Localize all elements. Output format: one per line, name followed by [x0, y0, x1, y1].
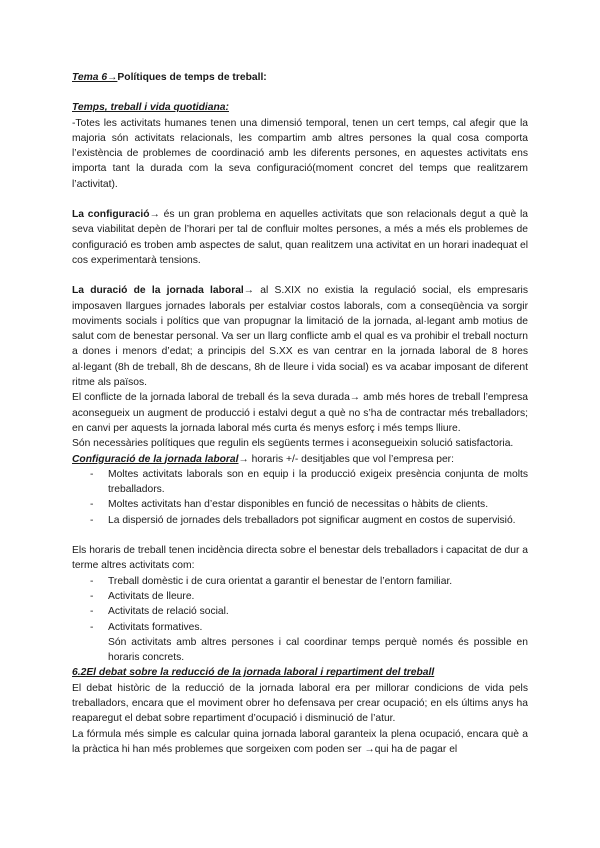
paragraph-politiques: Són necessàries polítiques que regulin els següents termes i aconsegueixin solució satisfactoria. — [72, 438, 514, 450]
text-durada: al S.XIX no existia la regulació social, els empresaris imposaven llargues jornades laborals per estalviar costos laborals, com a conseqüència va sorgir moviments socials i polítics que van propugnar la limitació de la jornada, al·legant amb motius de salut com de benestar personal. Va ser un llarg conflicte amb el qual es va prohibir el treball nocturn a dones i menors d’edat; a principis del S.XX es van centrar en la jornada laboral de 8 hores al·legant (8h de treball, 8h de descans, 8h de lleure i vida social) es va acabar imposant de diferent ritme als països. — [72, 285, 528, 389]
section-heading-temps: Temps, treball i vida quotidiana: — [72, 102, 229, 114]
list-item: - Activitats formatives. — [72, 620, 528, 635]
title-text: Polítiques de temps de treball: — [117, 72, 267, 83]
term-configuracio-jornada: Configuració de la jornada laboral — [72, 453, 239, 465]
paragraph-temps: -Totes les activitats humanes tenen una dimensió temporal, tenen un cert temps, cal afegir que la majoria són activitats relacionals, les compartim amb altres persones la qual cosa comporta l’existència de problemes de coordinació amb les diferents persones, en aquestes activitats ens importa tant la durada com la seva configuració(moment concret del temps que realitzarem l’activitat). — [72, 117, 528, 190]
paragraph-configuracio — [72, 207, 528, 268]
term-configuracio: La configuració→ — [72, 209, 160, 221]
list-item: - La dispersió de jornades dels treballadors pot significar augment en costos de supervisió. — [72, 513, 528, 528]
list-configuracio-jornada — [72, 467, 528, 528]
list-item: - Moltes activitats laborals son en equip i la producció exigeix presència conjunta de molts treballadors. — [72, 467, 528, 498]
paragraph-horaris: Els horaris de treball tenen incidència directa sobre el benestar dels treballadors i capacitat de dur a terme altres activitats com: — [72, 545, 528, 572]
title-number: Tema 6→ — [72, 72, 118, 83]
text-configuracio-jornada: → horaris +/- desitjables que vol l’empresa per: — [238, 453, 454, 465]
paragraph-horaris-note: Són activitats amb altres persones i cal coordinar temps perquè només és possible en horaris concrets. — [108, 636, 528, 664]
list-item: - Treball domèstic i de cura orientat a garantir el benestar de l’entorn familiar. — [72, 574, 528, 589]
paragraph-durada — [72, 283, 528, 390]
document-title — [72, 70, 528, 85]
list-item: - Activitats de lleure. — [72, 589, 528, 604]
list-item: - Activitats de relació social. — [72, 604, 528, 619]
section-heading-6-2: 6.2El debat sobre la reducció de la jornada laboral i repartiment del treball — [72, 667, 435, 679]
text-configuracio: és un gran problema en aquelles activitats que son relacionals degut a què la seva viabilitat depèn de l’horari per tal de confluir moltes persones, a més a més els problemes de configuració es troben amb aspectes de salut, quan realitzem una activitat en un horari inadequat el cos experimentarà tensions. — [72, 209, 528, 266]
document-page — [72, 70, 528, 757]
list-item: - Moltes activitats han d’estar disponibles en funció de necessitas o hàbits de clients. — [72, 497, 528, 512]
term-durada: La duració de la jornada laboral→ — [72, 285, 255, 297]
paragraph-formula: La fórmula més simple es calcular quina jornada laboral garanteix la plena ocupació, encara què a la pràctica hi han més problemes que sorgeixen com poden ser →qui ha de pagar el — [72, 728, 528, 755]
paragraph-configuracio-jornada — [72, 452, 528, 467]
paragraph-debat-historic: El debat històric de la reducció de la jornada laboral era per millorar condicions de vida pels treballadors, encara que el moviment obrer ho defensava per crear ocupació; en els últims anys ha reaparegut el debat sobre repartiment d’ocupació i disminució de l’atur. — [72, 682, 528, 725]
paragraph-conflicte: El conflicte de la jornada laboral de treball és la seva durada→ amb més hores de treball l’empresa aconsegueix un augment de producció i estalvi degut a què no s’ha de contractar més treballadors; en canvi per aquests la jornada laboral més curta és menys esforç i més temps lliure. — [72, 392, 528, 434]
list-horaris — [72, 574, 528, 635]
